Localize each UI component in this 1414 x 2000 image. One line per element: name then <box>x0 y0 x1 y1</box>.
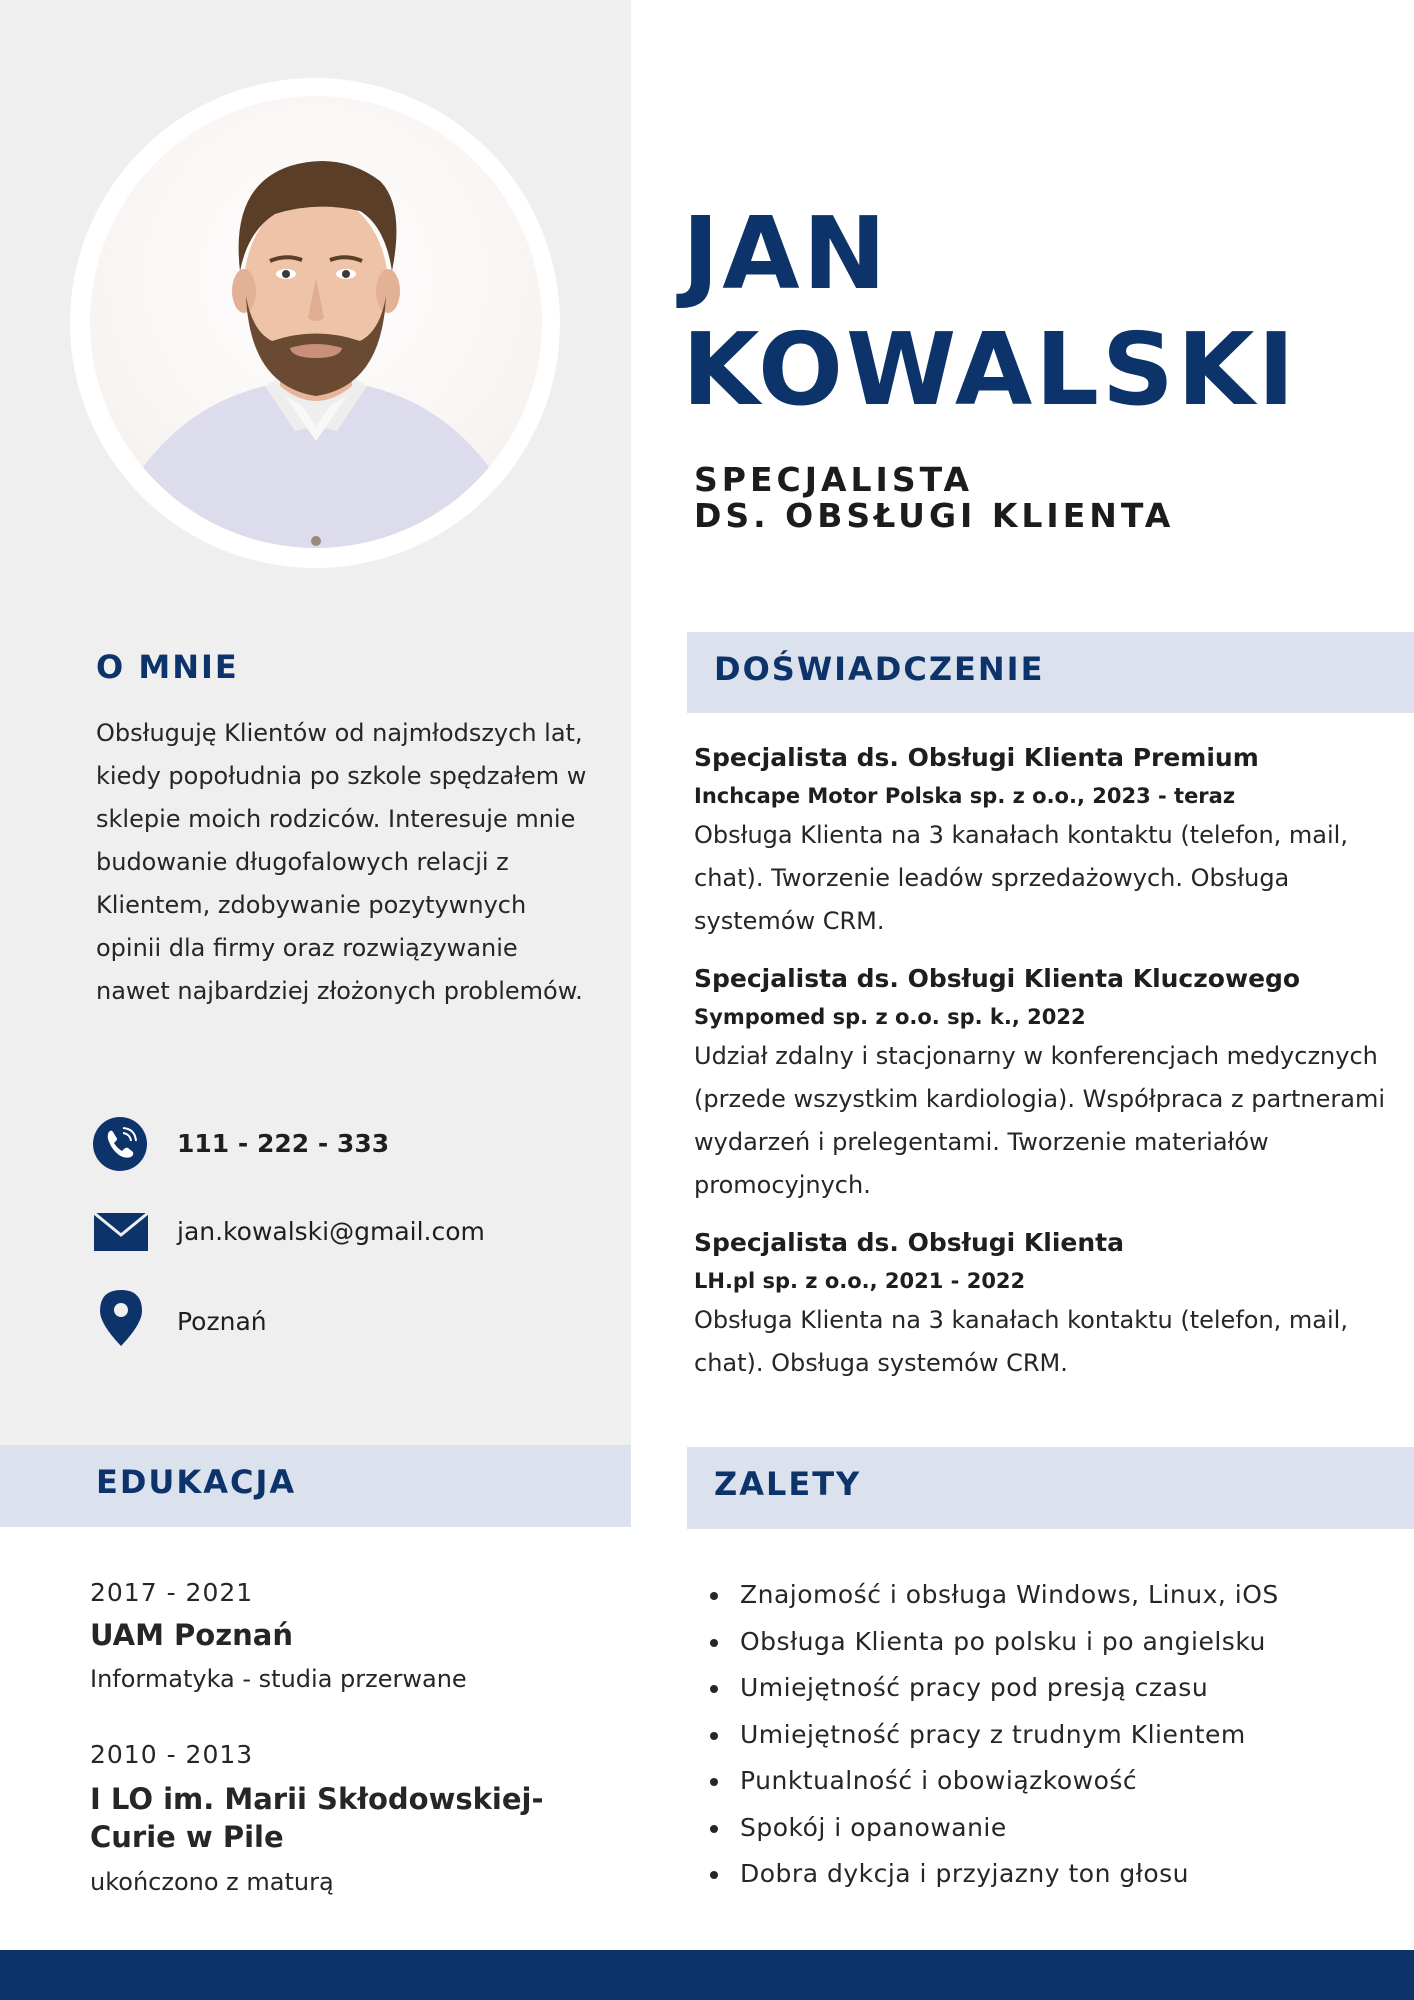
strength-item: Znajomość i obsługa Windows, Linux, iOS <box>740 1572 1279 1619</box>
strength-item: Punktualność i obowiązkowość <box>740 1758 1279 1805</box>
education-note: Informatyka - studia przerwane <box>90 1665 467 1693</box>
education-school-line-2: Curie w Pile <box>90 1820 284 1854</box>
job-entry <box>694 1223 1394 1385</box>
education-heading: EDUKACJA <box>96 1463 297 1501</box>
education-heading-band <box>0 1445 631 1527</box>
about-heading: O MNIE <box>96 648 239 686</box>
strength-item: Umiejętność pracy pod presją czasu <box>740 1665 1279 1712</box>
job-title <box>694 462 1174 534</box>
strength-item: Spokój i opanowanie <box>740 1805 1279 1852</box>
full-name <box>682 196 1298 428</box>
footer-bar <box>0 1950 1414 2000</box>
education-school-line-1: I LO im. Marii Skłodowskiej- <box>90 1782 544 1816</box>
about-text: Obsługuję Klientów od najmłodszych lat, kiedy popołudnia po szkole spędzałem w sklepie moich rodziców. Interesuje mnie budowanie długofalowych relacji z Klientem, zdobywanie pozytywnych opinii dla firmy oraz rozwiązywanie nawet najbardziej złożonych problemów. <box>96 719 587 1005</box>
job-position: Specjalista ds. Obsługi Klienta Premium <box>694 743 1259 772</box>
job-title-line-1: SPECJALISTA <box>694 460 974 499</box>
strength-item: Dobra dykcja i przyjazny ton głosu <box>740 1851 1279 1898</box>
job-title-line-2: DS. OBSŁUGI KLIENTA <box>694 496 1175 535</box>
first-name: JAN <box>682 195 890 312</box>
strength-item: Umiejętność pracy z trudnym Klientem <box>740 1712 1279 1759</box>
job-description: Obsługa Klienta na 3 kanałach kontaktu (telefon, mail, chat). Tworzenie leadów sprzedażowych. Obsługa systemów CRM. <box>694 821 1348 935</box>
job-position: Specjalista ds. Obsługi Klienta <box>694 1228 1124 1257</box>
job-position: Specjalista ds. Obsługi Klienta Kluczowego <box>694 964 1301 993</box>
profile-photo <box>90 96 542 548</box>
last-name: KOWALSKI <box>682 311 1298 428</box>
strengths-heading: ZALETY <box>714 1465 862 1503</box>
job-entry <box>694 738 1394 943</box>
strengths-list <box>740 1572 1279 1898</box>
job-company: Inchcape Motor Polska sp. z o.o., 2023 - teraz <box>694 784 1236 808</box>
education-period: 2017 - 2021 <box>90 1578 254 1607</box>
education-period: 2010 - 2013 <box>90 1740 254 1769</box>
strength-item: Obsługa Klienta po polsku i po angielsku <box>740 1619 1279 1666</box>
job-description: Udział zdalny i stacjonarny w konferencjach medycznych (przede wszystkim kardiologia). Współpraca z partnerami wydarzeń i prelegentami. Tworzenie materiałów promocyjnych. <box>694 1042 1386 1199</box>
job-company: LH.pl sp. z o.o., 2021 - 2022 <box>694 1269 1026 1293</box>
job-company: Sympomed sp. z o.o. sp. k., 2022 <box>694 1005 1086 1029</box>
phone-number[interactable]: 111 - 222 - 333 <box>177 1129 390 1158</box>
education-school: UAM Poznań <box>90 1618 293 1652</box>
experience-heading: DOŚWIADCZENIE <box>714 650 1045 688</box>
education-note: ukończono z maturą <box>90 1868 334 1896</box>
envelope-icon <box>94 1213 148 1251</box>
phone-icon <box>93 1117 147 1171</box>
location: Poznań <box>177 1307 267 1336</box>
education-school <box>90 1780 610 1856</box>
job-entry <box>694 959 1394 1207</box>
experience-list <box>694 738 1394 1401</box>
email-address[interactable]: jan.kowalski@gmail.com <box>177 1217 485 1246</box>
job-description: Obsługa Klienta na 3 kanałach kontaktu (telefon, mail, chat). Obsługa systemów CRM. <box>694 1306 1348 1377</box>
map-pin-icon <box>100 1290 142 1346</box>
